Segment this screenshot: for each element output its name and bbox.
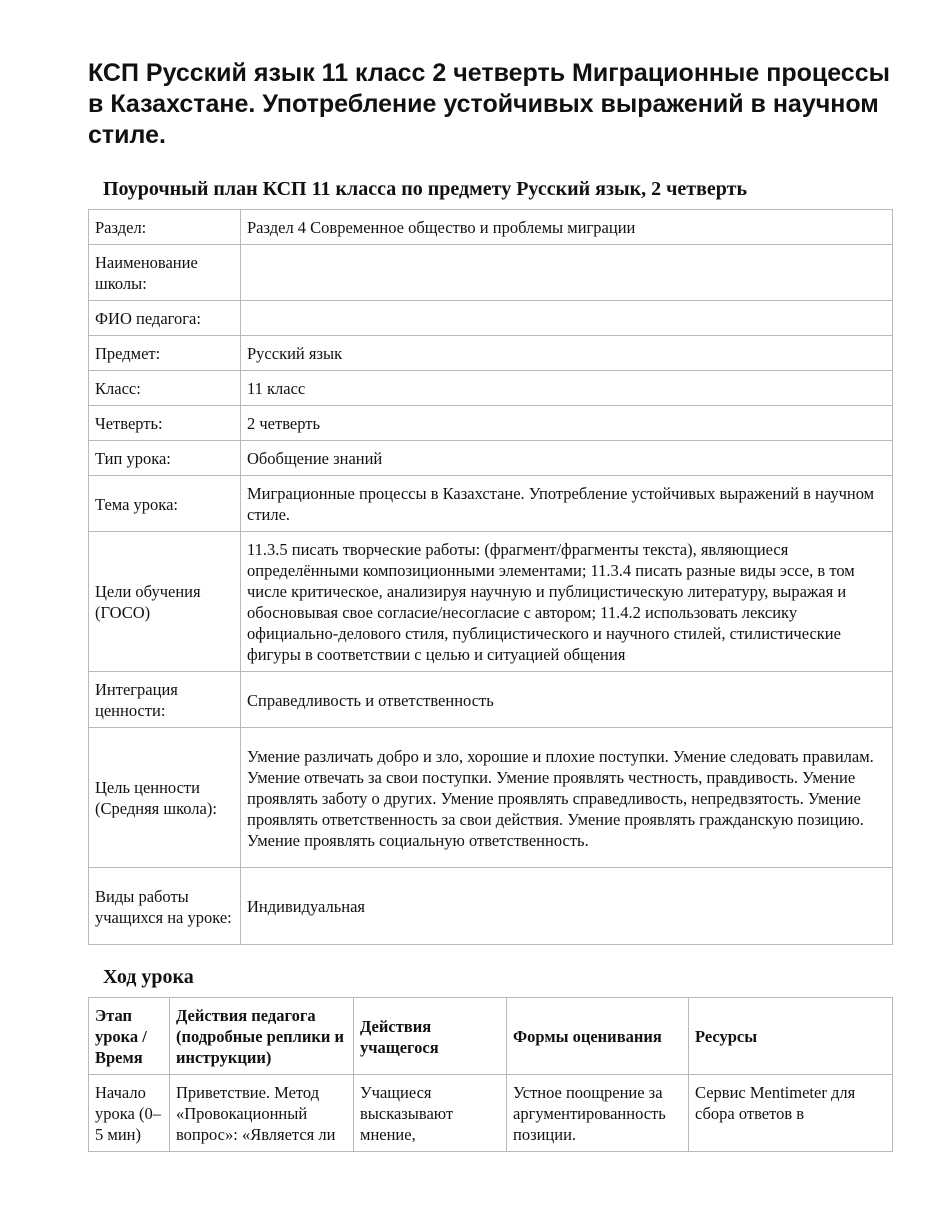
lesson-progress-table [88, 997, 893, 1152]
cell-teacher-actions: Приветствие. Метод «Провокационный вопрос»: «Является ли [170, 1075, 354, 1152]
cell-assessment: Устное поощрение за аргументированность позиции. [507, 1075, 689, 1152]
info-row-section [89, 210, 893, 245]
info-value [241, 245, 893, 301]
info-value: Миграционные процессы в Казахстане. Употребление устойчивых выражений в научном стиле. [241, 476, 893, 532]
info-label: Четверть: [89, 406, 241, 441]
info-label: Класс: [89, 371, 241, 406]
info-row-lesson-type [89, 441, 893, 476]
lesson-row [89, 1075, 893, 1152]
lesson-header-row [89, 998, 893, 1075]
info-value [241, 301, 893, 336]
info-row-subject [89, 336, 893, 371]
info-label: Интеграция ценности: [89, 672, 241, 728]
plan-heading: Поурочный план КСП 11 класса по предмету Русский язык, 2 четверть [103, 178, 748, 200]
info-value: Русский язык [241, 336, 893, 371]
info-label: Предмет: [89, 336, 241, 371]
info-row-teacher [89, 301, 893, 336]
info-row-school [89, 245, 893, 301]
cell-stage: Начало урока (0–5 мин) [89, 1075, 170, 1152]
info-row-values-goal [89, 728, 893, 868]
cell-student-actions: Учащиеся высказывают мнение, [354, 1075, 507, 1152]
header-assessment: Формы оценивания [507, 998, 689, 1075]
document-title: КСП Русский язык 11 класс 2 четверть Миграционные процессы в Казахстане. Употребление устойчивых выражений в научном стиле. [88, 59, 890, 149]
info-label: ФИО педагога: [89, 301, 241, 336]
lesson-progress-heading: Ход урока [103, 966, 194, 988]
info-row-work-types [89, 868, 893, 945]
info-value: 11.3.5 писать творческие работы: (фрагмент/фрагменты текста), являющиеся определёнными композиционными элементами; 11.3.4 писать разные виды эссе, в том числе критическое, анализируя научную и публицистическую литературу, выражая и обосновывая свое согласие/несогласие с автором; 11.4.2 использовать лексику официально-делового стиля, публицистического и научного стилей, стилистические фигуры в соответствии с целью и ситуацией общения [241, 532, 893, 672]
info-row-objectives [89, 532, 893, 672]
info-row-grade [89, 371, 893, 406]
info-label: Цели обучения (ГОСО) [89, 532, 241, 672]
info-row-quarter [89, 406, 893, 441]
info-value: 2 четверть [241, 406, 893, 441]
info-label: Тип урока: [89, 441, 241, 476]
info-value: 11 класс [241, 371, 893, 406]
document-page [88, 58, 893, 1152]
info-label: Раздел: [89, 210, 241, 245]
info-value: Обобщение знаний [241, 441, 893, 476]
info-value: Справедливость и ответственность [241, 672, 893, 728]
cell-resources: Сервис Mentimeter для сбора ответов в [689, 1075, 893, 1152]
info-label: Виды работы учащихся на уроке: [89, 868, 241, 945]
header-stage: Этап урока / Время [89, 998, 170, 1075]
info-value: Умение различать добро и зло, хорошие и плохие поступки. Умение следовать правилам. Умение отвечать за свои поступки. Умение проявлять честность, правдивость. Умение проявлять заботу о других. Умение проявлять справедливость, непредвзятость. Умение проявлять ответственность за свои действия. Умение проявлять гражданскую позицию. Умение проявлять социальную ответственность. [241, 728, 893, 868]
header-teacher-actions: Действия педагога (подробные реплики и инструкции) [170, 998, 354, 1075]
info-row-values-integration [89, 672, 893, 728]
lesson-info-table [88, 209, 893, 945]
header-resources: Ресурсы [689, 998, 893, 1075]
info-value: Раздел 4 Современное общество и проблемы миграции [241, 210, 893, 245]
info-label: Тема урока: [89, 476, 241, 532]
header-student-actions: Действия учащегося [354, 998, 507, 1075]
info-label: Цель ценности (Средняя школа): [89, 728, 241, 868]
info-label: Наименование школы: [89, 245, 241, 301]
info-value: Индивидуальная [241, 868, 893, 945]
info-row-topic [89, 476, 893, 532]
